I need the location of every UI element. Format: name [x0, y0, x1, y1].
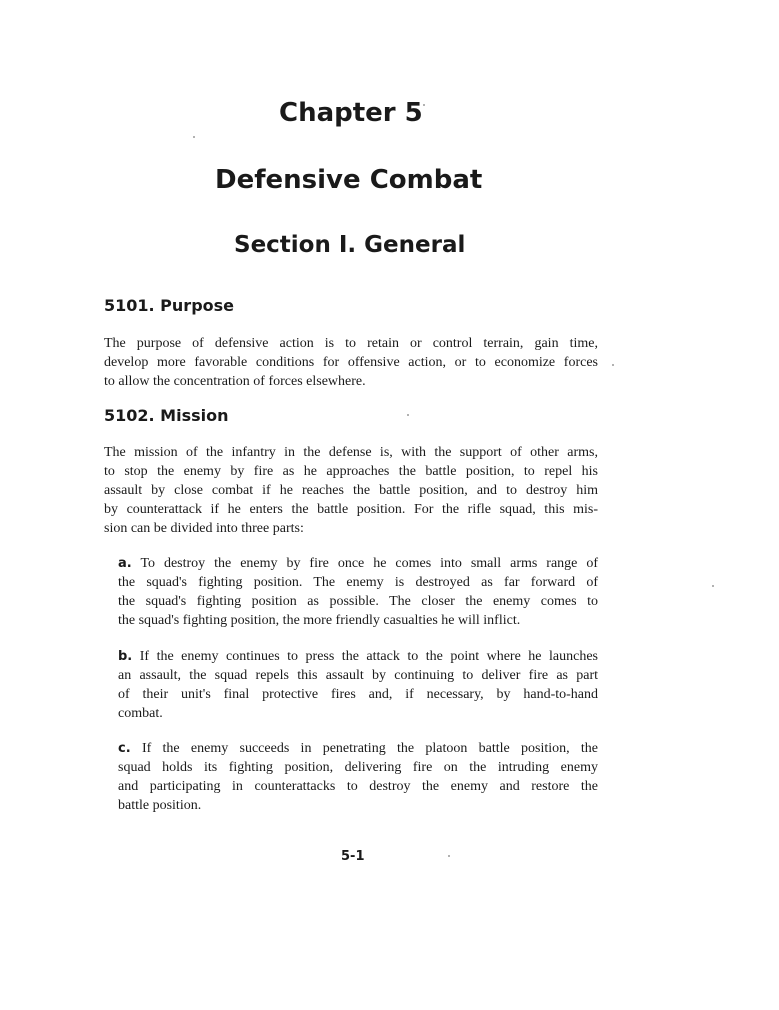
- mission-part-b: [118, 647, 598, 723]
- chapter-title: Chapter 5: [279, 98, 423, 128]
- paragraph-line: and participating in counterattacks to destroy the enemy and restore the: [118, 779, 598, 794]
- part-marker: a.: [118, 556, 132, 571]
- section-title: Section I. General: [234, 232, 466, 258]
- scan-speck: [423, 104, 425, 106]
- mission-part-c: [118, 739, 598, 815]
- scan-speck: [712, 585, 714, 587]
- paragraph-line: battle position.: [118, 798, 202, 813]
- paragraph-line-with-marker: [118, 739, 598, 758]
- paragraph-line: sion can be divided into three parts:: [104, 521, 304, 536]
- paragraph-line: If the enemy continues to press the attack to the point where he launches: [139, 649, 598, 664]
- page-number: 5-1: [341, 849, 365, 864]
- mission-paragraph: [104, 443, 598, 538]
- paragraph-line: the squad's fighting position, the more friendly casualties he will inflict.: [118, 613, 521, 628]
- scan-speck: [407, 414, 409, 416]
- paragraph-line-with-marker: [118, 554, 598, 573]
- paragraph-line: The mission of the infantry in the defense is, with the support of other arms,: [104, 445, 598, 460]
- part-marker: b.: [118, 649, 133, 664]
- purpose-paragraph: [104, 334, 598, 391]
- paragraph-line: To destroy the enemy by fire once he comes into small arms range of: [140, 556, 599, 571]
- paragraph-line: the squad's fighting position as possible. The closer the enemy comes to: [118, 594, 598, 609]
- paragraph-line: develop more favorable conditions for offensive action, or to economize forces: [104, 355, 598, 370]
- paragraph-line: assault by close combat if he reaches the battle position, and to destroy him: [104, 483, 598, 498]
- part-marker: c.: [118, 741, 131, 756]
- paragraph-line: of their unit's final protective fires and, if necessary, by hand-to-hand: [118, 687, 598, 702]
- scan-speck: [448, 855, 450, 857]
- scan-speck: [193, 136, 195, 138]
- purpose-heading: 5101. Purpose: [104, 296, 235, 315]
- mission-part-a: [118, 554, 598, 630]
- paragraph-line: an assault, the squad repels this assault by continuing to deliver fire as part: [118, 668, 598, 683]
- paragraph-line: to allow the concentration of forces elsewhere.: [104, 374, 366, 389]
- scan-speck: [612, 364, 614, 366]
- paragraph-line: by counterattack if he enters the battle position. For the rifle squad, this mis-: [104, 502, 598, 517]
- paragraph-line-with-marker: [118, 647, 598, 666]
- paragraph-line: combat.: [118, 706, 163, 721]
- paragraph-line: squad holds its fighting position, delivering fire on the intruding enemy: [118, 760, 598, 775]
- mission-heading: 5102. Mission: [104, 406, 229, 425]
- chapter-subtitle: Defensive Combat: [215, 165, 483, 195]
- paragraph-line: the squad's fighting position. The enemy is destroyed as far forward of: [118, 575, 598, 590]
- paragraph-line: to stop the enemy by fire as he approaches the battle position, to repel his: [104, 464, 598, 479]
- paragraph-line: The purpose of defensive action is to retain or control terrain, gain time,: [104, 336, 598, 351]
- paragraph-line: If the enemy succeeds in penetrating the platoon battle position, the: [141, 741, 598, 756]
